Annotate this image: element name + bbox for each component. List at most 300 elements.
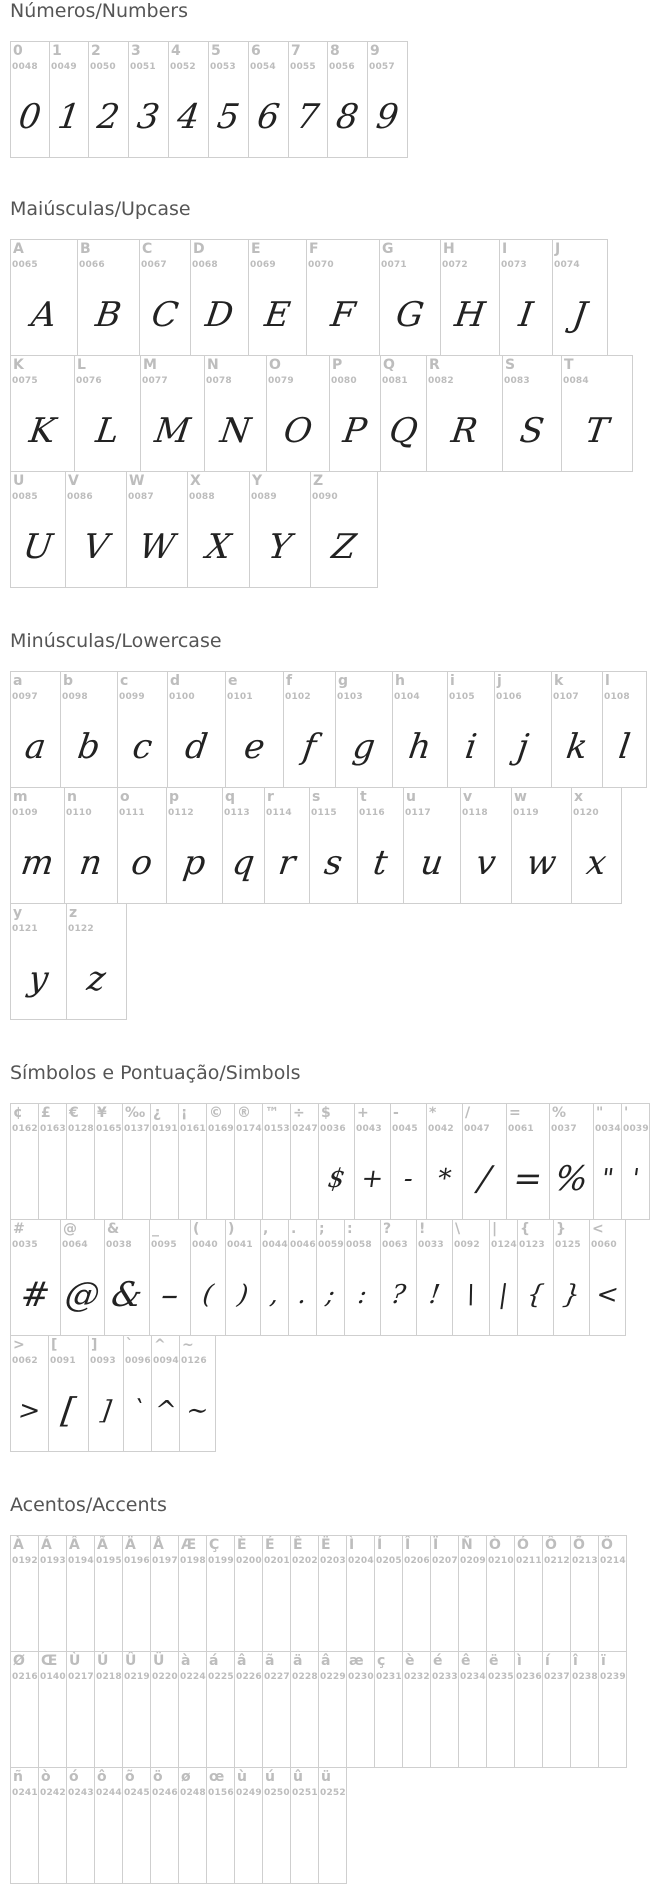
glyph-cell <box>288 1219 317 1336</box>
character-code: 0237 <box>544 1672 570 1682</box>
reference-character: Ø <box>13 1653 25 1669</box>
glyph-cell <box>598 1651 627 1768</box>
character-code: 0052 <box>170 62 196 72</box>
font-glyph-sample: e <box>241 726 268 767</box>
glyph-cell <box>10 471 66 588</box>
character-code: 0039 <box>623 1124 649 1134</box>
reference-character: W <box>129 473 145 489</box>
font-glyph-sample: ~ <box>184 1395 211 1426</box>
font-glyph-sample: 7 <box>294 96 322 137</box>
reference-character: " <box>596 1105 604 1121</box>
character-code: 0035 <box>12 1240 38 1250</box>
reference-character: n <box>67 789 77 805</box>
font-glyph-sample: L <box>93 410 122 451</box>
reference-character: & <box>107 1221 120 1237</box>
font-glyph-sample: t <box>370 842 391 883</box>
font-glyph-sample: } <box>561 1279 582 1310</box>
character-code: 0099 <box>119 692 145 702</box>
glyph-cell <box>222 787 265 904</box>
character-code: 0105 <box>449 692 475 702</box>
font-glyph-sample: Z <box>329 526 359 567</box>
glyph-cell <box>260 1219 289 1336</box>
glyph-cell <box>416 1219 453 1336</box>
glyph-cell <box>264 787 310 904</box>
glyph-cell <box>10 355 75 472</box>
character-code: 0096 <box>125 1356 151 1366</box>
glyph-cell <box>10 239 78 356</box>
reference-character: ‰ <box>125 1105 146 1121</box>
font-glyph-sample: 4 <box>174 96 203 137</box>
reference-character: u <box>406 789 416 805</box>
font-glyph-sample: f <box>300 726 319 767</box>
font-glyph-sample: : <box>356 1279 369 1310</box>
glyph-cell <box>494 671 552 788</box>
glyph-cell <box>502 355 562 472</box>
reference-character: Ò <box>489 1537 501 1553</box>
glyph-cell <box>234 1535 263 1652</box>
font-glyph-sample: Q <box>386 410 421 451</box>
glyph-cell <box>10 1535 39 1652</box>
font-glyph-sample: T <box>582 410 612 451</box>
reference-character: Ë <box>321 1537 331 1553</box>
reference-character: è <box>405 1653 415 1669</box>
character-code: 0056 <box>329 62 355 72</box>
font-glyph-sample: 6 <box>254 96 283 137</box>
glyph-row <box>10 1336 650 1452</box>
glyph-cell <box>354 1103 391 1220</box>
character-code: 0054 <box>250 62 276 72</box>
character-code: 0211 <box>516 1556 542 1566</box>
character-code: 0110 <box>66 808 92 818</box>
glyph-cell <box>288 41 328 158</box>
character-code: 0062 <box>12 1356 38 1366</box>
character-code: 0060 <box>591 1240 617 1250</box>
character-code: 0120 <box>573 808 599 818</box>
character-code: 0217 <box>68 1672 94 1682</box>
glyph-cell <box>234 1651 263 1768</box>
font-glyph-sample: D <box>203 294 236 335</box>
glyph-cell <box>10 41 50 158</box>
glyph-cell <box>225 1219 261 1336</box>
font-glyph-sample: ; <box>324 1279 337 1310</box>
reference-character: â <box>237 1653 247 1669</box>
glyph-cell <box>329 355 381 472</box>
reference-character: $ <box>321 1105 331 1121</box>
character-code: 0067 <box>141 260 167 270</box>
character-code: 0201 <box>264 1556 290 1566</box>
glyph-cell <box>117 671 168 788</box>
glyph-cell <box>458 1535 487 1652</box>
character-code: 0065 <box>12 260 38 270</box>
glyph-cell <box>346 1651 375 1768</box>
font-glyph-sample: z <box>84 958 109 999</box>
glyph-cell <box>310 471 378 588</box>
character-code: 0081 <box>382 376 408 386</box>
glyph-cell <box>262 1103 291 1220</box>
font-glyph-sample: ? <box>389 1279 408 1310</box>
character-code: 0198 <box>180 1556 206 1566</box>
glyph-cell <box>318 1767 347 1884</box>
character-code: 0197 <box>152 1556 178 1566</box>
character-code: 0109 <box>12 808 38 818</box>
glyph-cell <box>10 1767 39 1884</box>
glyph-cell <box>10 1335 49 1452</box>
glyph-cell <box>64 787 118 904</box>
reference-character: É <box>265 1537 275 1553</box>
glyph-row <box>10 239 633 356</box>
glyph-row <box>10 1535 627 1652</box>
glyph-cell <box>249 471 311 588</box>
character-code: 0087 <box>128 492 154 502</box>
glyph-cell <box>122 1103 151 1220</box>
character-code: 0117 <box>405 808 431 818</box>
glyph-cell <box>552 239 608 356</box>
character-code: 0061 <box>508 1124 534 1134</box>
glyph-cell <box>140 355 205 472</box>
font-glyph-sample: S <box>517 410 547 451</box>
reference-character: # <box>13 1221 25 1237</box>
character-code: 0123 <box>519 1240 545 1250</box>
reference-character: / <box>465 1105 471 1121</box>
reference-character: © <box>209 1105 223 1121</box>
character-code: 0220 <box>152 1672 178 1682</box>
reference-character: 9 <box>370 43 380 59</box>
glyph-cell <box>117 787 167 904</box>
reference-character: ã <box>265 1653 275 1669</box>
glyph-cell <box>234 1767 263 1884</box>
glyph-cell <box>390 1103 427 1220</box>
glyph-cell <box>60 1219 105 1336</box>
character-code: 0209 <box>460 1556 486 1566</box>
reference-character: g <box>338 673 349 689</box>
character-code: 0239 <box>600 1672 626 1682</box>
reference-character: c <box>120 673 129 689</box>
reference-character: * <box>429 1105 437 1121</box>
glyph-cell <box>248 41 289 158</box>
character-code: 0034 <box>595 1124 621 1134</box>
font-glyph-sample: s <box>321 842 346 883</box>
reference-character: ™ <box>265 1105 279 1121</box>
character-code: 0216 <box>12 1672 38 1682</box>
reference-character: F <box>309 241 319 257</box>
font-glyph-sample: ^ <box>152 1395 179 1426</box>
glyph-row <box>10 1220 650 1336</box>
glyph-cell <box>190 239 249 356</box>
reference-character: Y <box>252 473 263 489</box>
character-code: 0107 <box>553 692 579 702</box>
glyph-row <box>10 1652 627 1768</box>
character-code: 0070 <box>308 260 334 270</box>
glyph-cell <box>489 1219 518 1336</box>
character-code: 0196 <box>124 1556 150 1566</box>
glyph-cell <box>94 1651 123 1768</box>
reference-character: 8 <box>330 43 340 59</box>
character-code: 0140 <box>40 1672 66 1682</box>
reference-character: Ï <box>433 1537 439 1553</box>
font-glyph-sample: B <box>93 294 124 335</box>
glyph-cell <box>318 1103 355 1220</box>
glyph-cell <box>66 1103 95 1220</box>
character-code: 0050 <box>90 62 116 72</box>
glyph-cell <box>621 1103 650 1220</box>
font-glyph-sample: ) <box>235 1279 251 1310</box>
glyph-cell <box>206 1651 235 1768</box>
glyph-cell <box>88 41 129 158</box>
character-code: 0169 <box>208 1124 234 1134</box>
font-glyph-sample: X <box>203 526 234 567</box>
reference-character: w <box>514 789 527 805</box>
character-code: 0046 <box>290 1240 316 1250</box>
glyph-cell <box>553 1219 590 1336</box>
glyph-cell <box>514 1651 543 1768</box>
glyph-grid <box>10 671 647 1020</box>
reference-character: > <box>13 1337 25 1353</box>
reference-character: M <box>143 357 157 373</box>
font-glyph-sample: r <box>276 842 298 883</box>
font-glyph-sample: j <box>514 726 532 767</box>
font-glyph-sample: [ <box>59 1390 78 1431</box>
reference-character: ¢ <box>13 1105 23 1121</box>
glyph-row <box>10 788 647 904</box>
character-code: 0226 <box>236 1672 262 1682</box>
character-code: 0207 <box>432 1556 458 1566</box>
font-glyph-sample: R <box>448 410 481 451</box>
reference-character: S <box>505 357 516 373</box>
glyph-row <box>10 472 633 588</box>
character-code: 0233 <box>432 1672 458 1682</box>
character-code: 0202 <box>292 1556 318 1566</box>
glyph-cell <box>374 1535 403 1652</box>
glyph-grid <box>10 41 408 158</box>
glyph-cell <box>327 41 368 158</box>
character-code: 0092 <box>454 1240 480 1250</box>
font-glyph-sample: Y <box>265 526 295 567</box>
reference-character: f <box>286 673 293 689</box>
reference-character: 6 <box>251 43 261 59</box>
font-glyph-sample: p <box>180 842 209 883</box>
font-glyph-sample: 9 <box>373 96 402 137</box>
glyph-cell <box>150 1651 179 1768</box>
font-glyph-sample: * <box>435 1163 454 1194</box>
character-code: 0074 <box>554 260 580 270</box>
reference-character: 4 <box>171 43 181 59</box>
reference-character: Á <box>41 1537 52 1553</box>
reference-character: ò <box>41 1769 51 1785</box>
character-code: 0049 <box>51 62 77 72</box>
character-code: 0119 <box>513 808 539 818</box>
character-code: 0219 <box>124 1672 150 1682</box>
glyph-cell <box>402 1535 431 1652</box>
character-code: 0203 <box>320 1556 346 1566</box>
character-code: 0069 <box>250 260 276 270</box>
character-code: 0095 <box>151 1240 177 1250</box>
character-code: 0075 <box>12 376 38 386</box>
character-code: 0079 <box>268 376 294 386</box>
font-glyph-sample: M <box>152 410 193 451</box>
character-code: 0205 <box>376 1556 402 1566</box>
glyph-cell <box>77 239 140 356</box>
character-code: 0114 <box>266 808 292 818</box>
reference-character: í <box>545 1653 550 1669</box>
reference-character: J <box>555 241 561 257</box>
character-code: 0108 <box>604 692 630 702</box>
glyph-cell <box>167 671 226 788</box>
reference-character: ÷ <box>293 1105 305 1121</box>
reference-character: I <box>502 241 508 257</box>
character-code: 0085 <box>12 492 38 502</box>
glyph-cell <box>517 1219 554 1336</box>
character-code: 0210 <box>488 1556 514 1566</box>
character-code: 0156 <box>208 1788 234 1798</box>
font-glyph-sample: J <box>570 294 590 335</box>
font-glyph-sample: g <box>350 726 378 767</box>
glyph-cell <box>126 471 188 588</box>
reference-character: ñ <box>13 1769 23 1785</box>
section-title: Números/Numbers <box>10 0 188 22</box>
glyph-cell <box>514 1535 543 1652</box>
glyph-cell <box>374 1651 403 1768</box>
reference-character: s <box>312 789 321 805</box>
glyph-cell <box>290 1767 319 1884</box>
reference-character: P <box>332 357 343 373</box>
reference-character: : <box>347 1221 353 1237</box>
glyph-cell <box>123 1335 152 1452</box>
reference-character: À <box>13 1537 24 1553</box>
reference-character: ' <box>624 1105 629 1121</box>
reference-character: ê <box>461 1653 471 1669</box>
reference-character: È <box>237 1537 247 1553</box>
glyph-cell <box>60 671 118 788</box>
reference-character: â <box>321 1653 331 1669</box>
font-glyph-sample: P <box>340 410 370 451</box>
reference-character: 0 <box>13 43 23 59</box>
glyph-cell <box>589 1219 626 1336</box>
character-code: 0230 <box>348 1672 374 1682</box>
character-code: 0064 <box>62 1240 88 1250</box>
reference-character: R <box>429 357 440 373</box>
reference-character: ì <box>517 1653 522 1669</box>
font-glyph-sample: ] <box>98 1395 114 1426</box>
glyph-cell <box>542 1535 571 1652</box>
reference-character: l <box>605 673 610 689</box>
glyph-cell <box>208 41 249 158</box>
glyph-cell <box>122 1651 151 1768</box>
reference-character: { <box>520 1221 530 1237</box>
font-glyph-sample: 8 <box>333 96 362 137</box>
glyph-cell <box>452 1219 490 1336</box>
reference-character: \ <box>455 1221 461 1237</box>
reference-character: ; <box>319 1221 325 1237</box>
reference-character: ø <box>181 1769 191 1785</box>
reference-character: î <box>573 1653 578 1669</box>
glyph-cell <box>168 41 209 158</box>
font-glyph-sample: l <box>616 726 633 767</box>
reference-character: | <box>492 1221 498 1237</box>
reference-character: ü <box>321 1769 331 1785</box>
reference-character: ô <box>97 1769 107 1785</box>
font-glyph-sample: o <box>128 842 156 883</box>
font-glyph-sample: i <box>462 726 480 767</box>
glyph-cell <box>506 1103 550 1220</box>
reference-character: 2 <box>91 43 101 59</box>
glyph-cell <box>151 1335 180 1452</box>
reference-character: Ó <box>517 1537 529 1553</box>
reference-character: 7 <box>291 43 301 59</box>
glyph-cell <box>346 1535 375 1652</box>
font-glyph-sample: V <box>80 526 112 567</box>
font-glyph-sample: + <box>359 1163 386 1194</box>
reference-character: ï <box>601 1653 606 1669</box>
glyph-cell <box>602 671 647 788</box>
character-code: 0076 <box>76 376 102 386</box>
reference-character: G <box>382 241 394 257</box>
reference-character: Ã <box>97 1537 108 1553</box>
glyph-cell <box>511 787 572 904</box>
font-glyph-sample: ' <box>629 1163 642 1194</box>
character-code: 0077 <box>142 376 168 386</box>
glyph-row <box>10 904 647 1020</box>
glyph-cell <box>206 1767 235 1884</box>
font-glyph-sample: h <box>406 726 434 767</box>
reference-character: ~ <box>182 1337 194 1353</box>
font-glyph-sample: , <box>268 1279 281 1310</box>
glyph-cell <box>10 671 61 788</box>
glyph-cell <box>38 1103 67 1220</box>
glyph-cell <box>150 1767 179 1884</box>
reference-character: Ê <box>293 1537 303 1553</box>
glyph-cell <box>499 239 553 356</box>
glyph-cell <box>179 1335 216 1452</box>
glyph-cell <box>571 787 622 904</box>
glyph-cell <box>402 1651 431 1768</box>
character-code: 0227 <box>264 1672 290 1682</box>
font-glyph-sample: A <box>28 294 60 335</box>
reference-character: p <box>169 789 180 805</box>
reference-character: ö <box>153 1769 163 1785</box>
glyph-cell <box>49 41 89 158</box>
font-glyph-sample: H <box>452 294 488 335</box>
font-glyph-sample: $ <box>326 1163 347 1194</box>
reference-character: Ü <box>153 1653 165 1669</box>
reference-character: A <box>13 241 24 257</box>
glyph-cell <box>430 1651 459 1768</box>
glyph-grid <box>10 1535 627 1884</box>
character-code: 0063 <box>382 1240 408 1250</box>
glyph-cell <box>403 787 461 904</box>
glyph-cell <box>290 1535 319 1652</box>
reference-character: Ñ <box>461 1537 473 1553</box>
glyph-cell <box>316 1219 345 1336</box>
glyph-cell <box>380 355 427 472</box>
character-code: 0047 <box>464 1124 490 1134</box>
glyph-cell <box>178 1767 207 1884</box>
reference-character: E <box>251 241 261 257</box>
character-code: 0165 <box>96 1124 122 1134</box>
glyph-cell <box>462 1103 507 1220</box>
character-code: 0200 <box>236 1556 262 1566</box>
reference-character: £ <box>41 1105 51 1121</box>
reference-character: Õ <box>573 1537 585 1553</box>
character-code: 0071 <box>381 260 407 270</box>
glyph-cell <box>344 1219 381 1336</box>
reference-character: Æ <box>181 1537 197 1553</box>
character-code: 0068 <box>192 260 218 270</box>
font-glyph-sample: a <box>22 726 49 767</box>
reference-character: N <box>207 357 219 373</box>
glyph-cell <box>190 1219 226 1336</box>
character-code: 0115 <box>311 808 337 818</box>
glyph-cell <box>335 671 393 788</box>
